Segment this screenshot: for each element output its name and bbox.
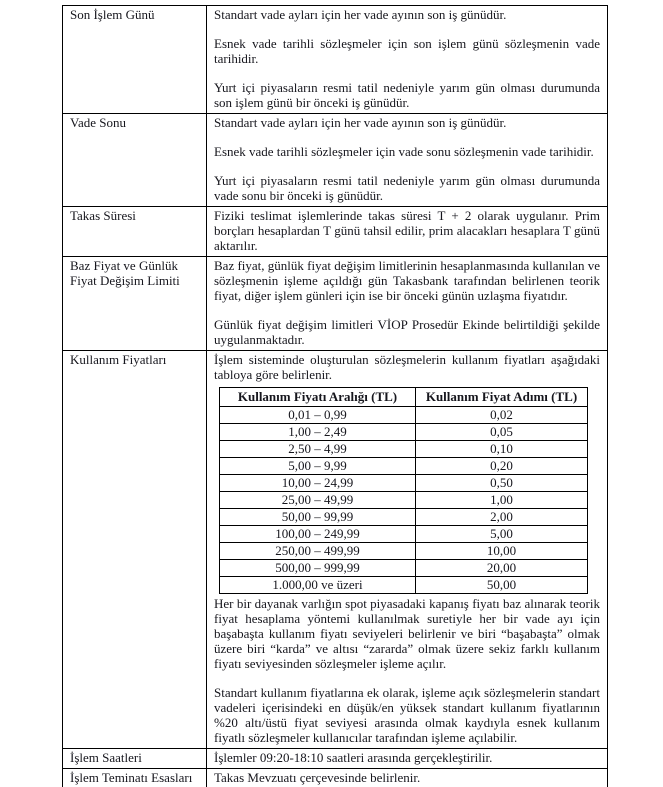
strike-range-cell: 500,00 – 999,99	[220, 560, 416, 577]
strike-step-cell: 0,05	[416, 424, 588, 441]
strike-step-cell: 20,00	[416, 560, 588, 577]
row-label: İşlem Saatleri	[63, 749, 207, 769]
paragraph: Baz fiyat, günlük fiyat değişim limitlerinin hesaplanmasında kullanılan ve sözleşmenin işleme açıldığı gün Takasbank tarafından belirlenen teorik fiyat, diğer işlem günleri için ise bir önceki günün uzlaşma fiyatıdır.	[214, 258, 600, 303]
strike-row	[220, 475, 588, 492]
strike-range-cell: 25,00 – 49,99	[220, 492, 416, 509]
strike-step-cell: 0,02	[416, 407, 588, 424]
paragraph: Standart vade ayları için her vade ayının son iş günüdür.	[214, 115, 507, 130]
spec-row-son-islem-gunu	[63, 6, 608, 114]
paragraph: İşlemler 09:20-18:10 saatleri arasında gerçekleştirilir.	[214, 750, 493, 765]
strike-step-cell: 1,00	[416, 492, 588, 509]
row-content	[207, 351, 608, 749]
strike-step-cell: 2,00	[416, 509, 588, 526]
paragraph: Yurt içi piyasaların resmi tatil nedeniyle yarım gün olması durumunda son işlem günü bir önceki iş günüdür.	[214, 80, 600, 110]
strike-step-cell: 10,00	[416, 543, 588, 560]
strike-row	[220, 509, 588, 526]
strike-range-cell: 10,00 – 24,99	[220, 475, 416, 492]
strike-row	[220, 424, 588, 441]
strike-row	[220, 543, 588, 560]
strike-range-cell: 1,00 – 2,49	[220, 424, 416, 441]
strike-table-header-row	[220, 388, 588, 407]
row-label: Vade Sonu	[63, 114, 207, 207]
strike-step-cell: 0,10	[416, 441, 588, 458]
strike-range-cell: 0,01 – 0,99	[220, 407, 416, 424]
spec-row-islem-saatleri	[63, 749, 608, 769]
spec-row-islem-teminati	[63, 769, 608, 787]
paragraph: Esnek vade tarihli sözleşmeler için son işlem günü sözleşmenin vade tarihidir.	[214, 36, 600, 66]
strike-range-cell: 5,00 – 9,99	[220, 458, 416, 475]
strike-row	[220, 492, 588, 509]
paragraph: Yurt içi piyasaların resmi tatil nedeniyle yarım gün olması durumunda vade sonu bir önceki iş günüdür.	[214, 173, 600, 203]
strike-range-cell: 2,50 – 4,99	[220, 441, 416, 458]
strike-row	[220, 526, 588, 543]
strike-step-cell: 0,50	[416, 475, 588, 492]
paragraph: Standart kullanım fiyatlarına ek olarak, işleme açık sözleşmelerin standart vadeleri içerisindeki en düşük/en yüksek standart kullanım fiyatlarının %20 altı/üstü fiyat seviyesi arasında olmak kaydıyla esnek kullanım fiyatlı sözleşmeler kullanıcılar tarafından işleme açılabilir.	[214, 685, 600, 745]
paragraph: Günlük fiyat değişim limitleri VİOP Prosedür Ekinde belirtildiği şekilde uygulanmaktadır.	[214, 317, 600, 347]
strike-table-header-range: Kullanım Fiyatı Aralığı (TL)	[220, 388, 416, 407]
row-content	[207, 207, 608, 257]
strike-row	[220, 407, 588, 424]
strike-range-cell: 100,00 – 249,99	[220, 526, 416, 543]
spec-row-kullanim-fiyatlari	[63, 351, 608, 749]
paragraph: Takas Mevzuatı çerçevesinde belirlenir.	[214, 770, 421, 785]
row-content	[207, 114, 608, 207]
strike-range-cell: 1.000,00 ve üzeri	[220, 577, 416, 594]
paragraph: Esnek vade tarihli sözleşmeler için vade sonu sözleşmenin vade tarihidir.	[214, 144, 594, 159]
row-content	[207, 257, 608, 351]
row-content	[207, 6, 608, 114]
paragraph: Her bir dayanak varlığın spot piyasadaki kapanış fiyatı baz alınarak teorik fiyat hesaplama yöntemi kullanılmak suretiyle her bir vade ayı için başabaşta kullanım fiyatı seviyeleri belirlenir ve biri “başabaşta” olmak üzere biri “karda” ve altısı “zararda” olmak üzere sekiz farklı kullanım fiyatı seviyesinden sözleşmeler işleme açılır.	[214, 596, 600, 671]
spec-row-takas-suresi	[63, 207, 608, 257]
row-label: Kullanım Fiyatları	[63, 351, 207, 749]
spec-row-baz-fiyat	[63, 257, 608, 351]
strike-row	[220, 458, 588, 475]
spec-row-vade-sonu	[63, 114, 608, 207]
paragraph: Standart vade ayları için her vade ayının son iş günüdür.	[214, 7, 507, 22]
strike-price-table	[219, 387, 588, 594]
contract-spec-table	[62, 5, 608, 787]
strike-row	[220, 560, 588, 577]
row-label: Son İşlem Günü	[63, 6, 207, 114]
strike-step-cell: 5,00	[416, 526, 588, 543]
strike-row	[220, 577, 588, 594]
row-content	[207, 769, 608, 787]
paragraph: İşlem sisteminde oluşturulan sözleşmelerin kullanım fiyatları aşağıdaki tabloya göre belirlenir.	[214, 352, 600, 382]
row-label: Takas Süresi	[63, 207, 207, 257]
strike-step-cell: 0,20	[416, 458, 588, 475]
paragraph: Fiziki teslimat işlemlerinde takas süresi T + 2 olarak uygulanır. Prim borçları hesaplardan T günü tahsil edilir, prim alacakları hesaplara T günü aktarılır.	[214, 208, 600, 253]
strike-row	[220, 441, 588, 458]
row-label: İşlem Teminatı Esasları	[63, 769, 207, 787]
strike-table-header-step: Kullanım Fiyat Adımı (TL)	[416, 388, 588, 407]
strike-range-cell: 50,00 – 99,99	[220, 509, 416, 526]
strike-range-cell: 250,00 – 499,99	[220, 543, 416, 560]
row-content	[207, 749, 608, 769]
row-label: Baz Fiyat ve Günlük Fiyat Değişim Limiti	[63, 257, 207, 351]
strike-step-cell: 50,00	[416, 577, 588, 594]
